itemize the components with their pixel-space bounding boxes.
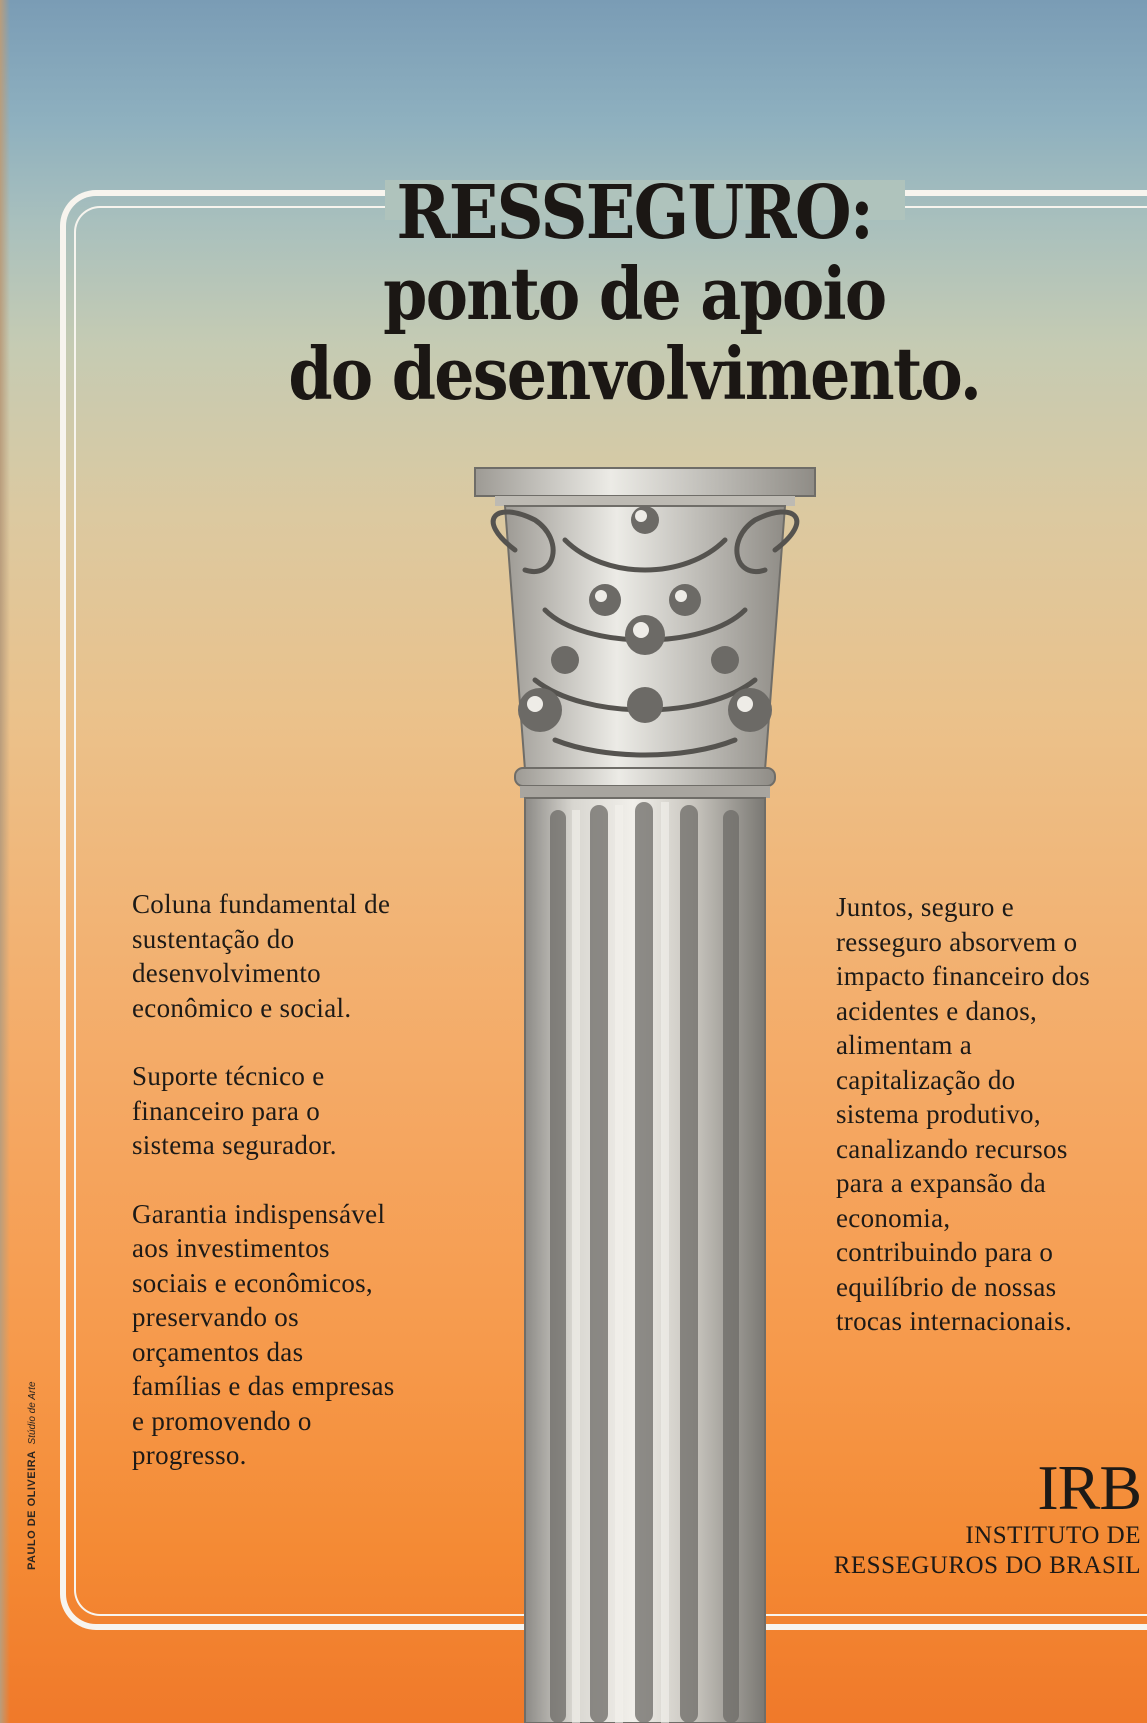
irb-logo: IRB (1037, 1452, 1141, 1523)
headline-line-1: RESSEGURO: (396, 170, 873, 256)
left-paragraph-1: Coluna fundamental de sustentação do desenvolvimento econômico e social. (132, 889, 391, 1023)
headline-line-2: ponto de apoio (383, 251, 886, 336)
irb-logo-block (833, 1452, 1141, 1581)
left-paragraph-2: Suporte técnico e financeiro para o sistema segurador. (132, 1061, 337, 1160)
column-illustration (455, 460, 835, 1723)
credit-studio: Stúdio de Arte (27, 1381, 38, 1445)
astragal (515, 768, 775, 786)
left-paragraph-3: Garantia indispensável aos investimentos sociais e econômicos, preservando os orçamentos das famílias e das empresas e promovendo o progresso. (132, 1198, 395, 1470)
left-text-column (132, 887, 472, 1473)
headline-line-3: do desenvolvimento. (288, 331, 981, 416)
institute-name-line-2: RESSEGUROS DO BRASIL (833, 1552, 1141, 1579)
institute-name-line-1: INSTITUTO DE (965, 1522, 1141, 1549)
right-text-column (836, 890, 1147, 1339)
page-edge (0, 0, 10, 1723)
headline (77, 172, 1086, 414)
credit-author: PAULO DE OLIVEIRA (26, 1450, 38, 1570)
abacus (475, 468, 815, 496)
right-paragraph-1: Juntos, seguro e resseguro absorvem o impacto financeiro dos acidentes e danos, alimentam a capitalização do sistema produtivo, canalizando recursos para a expansão da economia, contribuindo para o equilíbrio de nossas trocas internacionais. (836, 892, 1091, 1336)
artist-credit (26, 1381, 38, 1570)
